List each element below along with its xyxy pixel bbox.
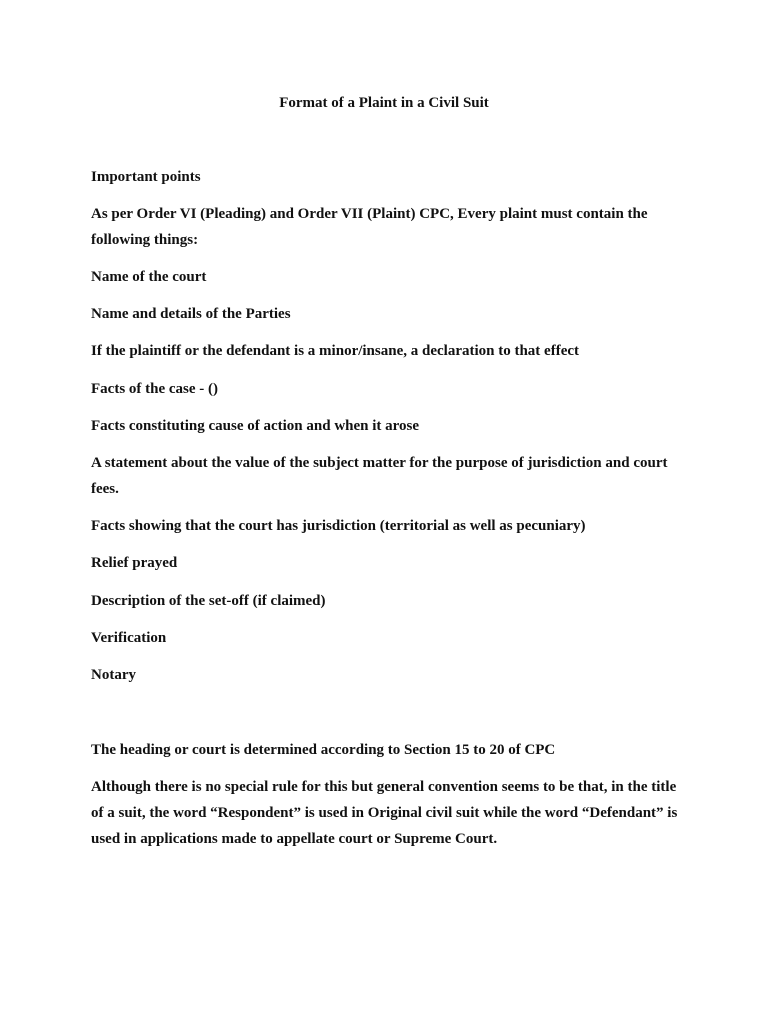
paragraph-convention: Although there is no special rule for this but general convention seems to be that, in the title of a suit, the word “Respondent” is used in Original civil suit while the word “Defendant” is used in applications made to appellate court or Supreme Court. [91, 779, 678, 847]
paragraph-important-points: Important points [91, 169, 201, 185]
paragraph-set-off: Description of the set-off (if claimed) [91, 593, 326, 609]
paragraph-verification: Verification [91, 630, 167, 646]
paragraph-facts-of-case: Facts of the case - () [91, 381, 219, 397]
paragraph-notary: Notary [91, 667, 136, 683]
paragraph-intro: As per Order VI (Pleading) and Order VII (Plaint) CPC, Every plaint must contain the following things: [91, 206, 648, 248]
paragraph-cause-of-action: Facts constituting cause of action and when it arose [91, 418, 420, 434]
paragraph-value-statement: A statement about the value of the subject matter for the purpose of jurisdiction and court fees. [91, 455, 668, 497]
paragraph-name-of-court: Name of the court [91, 269, 207, 285]
paragraph-minor-declaration: If the plaintiff or the defendant is a minor/insane, a declaration to that effect [91, 343, 580, 359]
paragraph-relief-prayed: Relief prayed [91, 555, 178, 571]
paragraph-parties: Name and details of the Parties [91, 306, 291, 322]
paragraph-jurisdiction: Facts showing that the court has jurisdiction (territorial as well as pecuniary) [91, 518, 586, 534]
paragraph-heading-section: The heading or court is determined according to Section 15 to 20 of CPC [91, 742, 556, 758]
document-title: Format of a Plaint in a Civil Suit [279, 95, 489, 111]
